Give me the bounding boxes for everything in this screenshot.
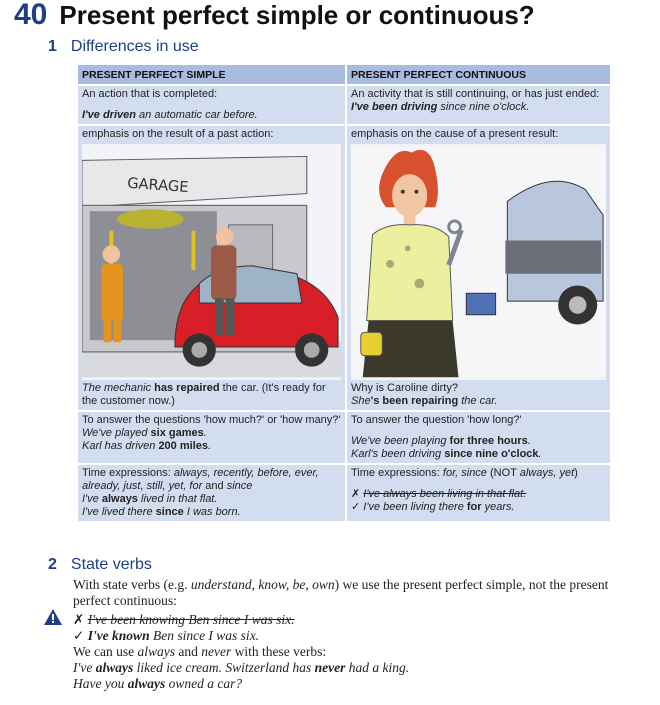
row4-left-text: Time expressions: always, recently, before, ever, already, just, still, yet, for and since (82, 467, 319, 492)
section-2-number: 2 (48, 556, 57, 573)
section-1-title: Differences in use (70, 38, 199, 55)
cross-icon: ✗ (73, 612, 88, 627)
row3-left-text: To answer the questions 'how much?' or 'how many?' (82, 414, 341, 426)
unit-number: 40 (14, 0, 48, 31)
row1-left-example: I've driven an automatic car before. (82, 109, 258, 121)
section-2-title: State verbs (70, 556, 152, 573)
table-row (77, 85, 611, 125)
table-row (77, 411, 611, 464)
row2-left-text: emphasis on the result of a past action: (82, 128, 274, 140)
row2-left-cell (77, 125, 346, 411)
row1-left-cell (77, 85, 346, 125)
always-never-note: We can use always and never with these verbs: (73, 644, 327, 659)
row4-right-text: Time expressions: for, since (NOT always, yet) (351, 467, 578, 479)
row1-right-text: An activity that is still continuing, or has just ended: (351, 88, 600, 100)
row3-right-example-2: Karl's been driving since nine o'clock. (351, 448, 542, 460)
header-present-perfect-continuous: PRESENT PERFECT CONTINUOUS (346, 64, 611, 85)
warning-icon (44, 609, 62, 625)
section-2-examples (73, 612, 409, 692)
row2-right-text: emphasis on the cause of a present result: (351, 128, 559, 140)
row1-left-text: An action that is completed: (82, 88, 218, 100)
row4-right-cell (346, 464, 611, 522)
garage-sign-text: GARAGE (126, 174, 190, 196)
row2-left-caption: The mechanic has repaired the car. (It's ready for the customer now.) (82, 382, 326, 407)
row1-right-cell (346, 85, 611, 125)
unit-header (14, 0, 535, 34)
section-2-heading (48, 556, 152, 574)
section-2-intro: With state verbs (e.g. understand, know, be, own) we use the present perfect simple, not the present perfect continuous: (73, 577, 609, 608)
row3-right-cell (346, 411, 611, 464)
check-icon: ✓ (73, 628, 88, 643)
cross-icon: ✗ (351, 488, 364, 500)
row3-left-cell (77, 411, 346, 464)
table-row (77, 125, 611, 411)
row3-right-text: To answer the question 'how long?' (351, 414, 522, 426)
row4-left-example-2: I've lived there since I was born. (82, 506, 241, 518)
row3-left-example-1: We've played six games. (82, 427, 207, 439)
state-verb-correct-example: ✓ I've known Ben since I was six. (73, 628, 260, 643)
grammar-table (76, 63, 612, 523)
always-never-example-1: I've always liked ice cream. Switzerland has never had a king. (73, 660, 410, 675)
row4-left-example-1: I've always lived in that flat. (82, 493, 218, 505)
row4-right-example-correct: ✓ I've been living there for years. (351, 501, 515, 513)
table-header-row (77, 64, 611, 85)
section-1-number: 1 (48, 38, 57, 55)
row3-left-example-2: Karl has driven 200 miles. (82, 440, 212, 452)
row4-right-example-wrong: ✗ I've always been living in that flat. (351, 488, 527, 500)
section-1-heading (48, 38, 199, 56)
check-icon: ✓ (351, 501, 364, 513)
unit-title: Present perfect simple or continuous? (59, 0, 535, 30)
always-never-example-2: Have you always owned a car? (73, 676, 243, 691)
mechanic-woman-illustration (351, 144, 606, 380)
state-verb-wrong-example: ✗ I've been knowing Ben since I was six. (73, 612, 295, 627)
row3-right-example-1: We've been playing for three hours. (351, 435, 531, 447)
row1-right-example: I've been driving since nine o'clock. (351, 101, 530, 113)
garage-illustration (82, 144, 341, 380)
row2-right-caption-question: Why is Caroline dirty? (351, 382, 458, 394)
row2-right-caption-answer: She's been repairing the car. (351, 395, 498, 407)
header-present-perfect-simple: PRESENT PERFECT SIMPLE (77, 64, 346, 85)
row4-left-cell (77, 464, 346, 522)
row2-right-cell (346, 125, 611, 411)
table-row (77, 464, 611, 522)
